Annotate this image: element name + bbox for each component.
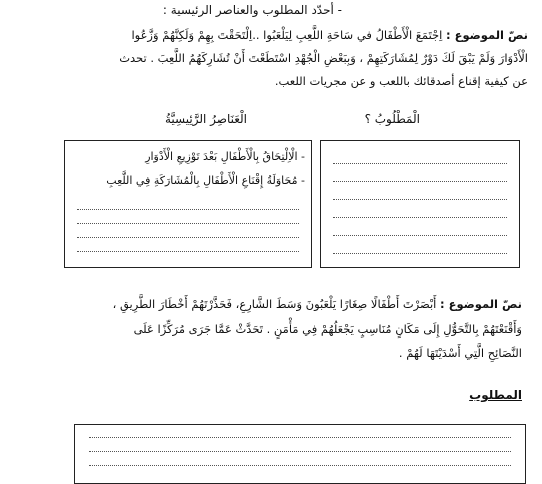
topic1-line1 [131,28,528,43]
topic2-line2: وَأَقْنَعْتَهُمْ بِالتَّحَوُّلِ إِلَى مَكَانٍ مُنَاسِبٍ يَجْعَلُهُمْ فِي مَأْمَنٍ . تَحَدَّثْ عَمَّا جَرَى مُرَكِّزًا عَلَى [133,322,522,336]
answer-line[interactable] [89,451,511,452]
answer-line[interactable] [333,199,507,200]
required-label-1: الْمَطْلُوبُ ؟ [364,112,420,126]
topic1-label: نصّ الموضوع : [446,28,528,42]
answer-line[interactable] [333,235,507,236]
answer-line[interactable] [333,217,507,218]
topic2-line3: النَّصَائِحِ الَّتِي أَسْدَيْتَهَا لَهُمْ . [398,346,522,360]
answer-line[interactable] [89,437,511,438]
topic2-text-1: أَبْصَرْتَ أَطْفَالًا صِغَارًا يَلْعَبُونَ وَسَطَ الشَّارِعِ، فَحَذَّرْتَهُمْ أَخْطَارَ الطَّرِيقِ ، [112,297,437,311]
answer-line[interactable] [77,209,299,210]
elements-box [64,140,312,268]
topic1-text-1: اِجْتَمَعَ الْأَطْفَالُ في سَاحَةِ اللَّعِبِ لِيَلْعَبُوا ..اِلْتَحَقْتَ بِهِمْ وَلَكِنَّهُمْ وَزَّعُوا [131,28,443,42]
required-answer-box [74,424,526,484]
element-item-1: - الْاِلْتِحَاقُ بِالْأَطْفَالِ بَعْدَ تَوْزِيعِ الْأَدْوَارِ [145,150,305,163]
topic1-line3: عن كيفية إقناع أصدقائك باللعب و عن مجريات اللعب. [274,74,528,88]
element-item-2: - مُحَاوَلَةُ إِقْنَاعِ الْأَطْفَالِ بِالْمُشَارَكَةِ فِي اللَّعِبِ [106,174,305,187]
worksheet-heading: - أحدّد المطلوب والعناصر الرئيسية : [162,3,342,17]
answer-line[interactable] [333,163,507,164]
required-label-2: المطلوب [469,388,522,402]
answer-line[interactable] [77,223,299,224]
answer-line[interactable] [333,253,507,254]
topic2-label: نصّ الموضوع : [440,297,522,311]
topic1-line2: الْأَدْوَارَ وَلَمْ يَبْقَ لَكَ دَوْرٌ لِمُشَارَكَتِهِمْ ، وَبِبَعْضِ الْجُهْدِ اسْتَطَعْتَ أَنْ تُشَارِكَهُمُ اللَّعِبَ . تحدث [119,51,528,65]
answer-line[interactable] [333,181,507,182]
answer-line[interactable] [77,251,299,252]
answer-line[interactable] [77,237,299,238]
elements-label: الْعَنَاصِرُ الرَّئِيسِيَّةُ [164,112,247,126]
required-box [320,140,520,268]
topic2-line1 [113,297,522,312]
answer-line[interactable] [89,465,511,466]
